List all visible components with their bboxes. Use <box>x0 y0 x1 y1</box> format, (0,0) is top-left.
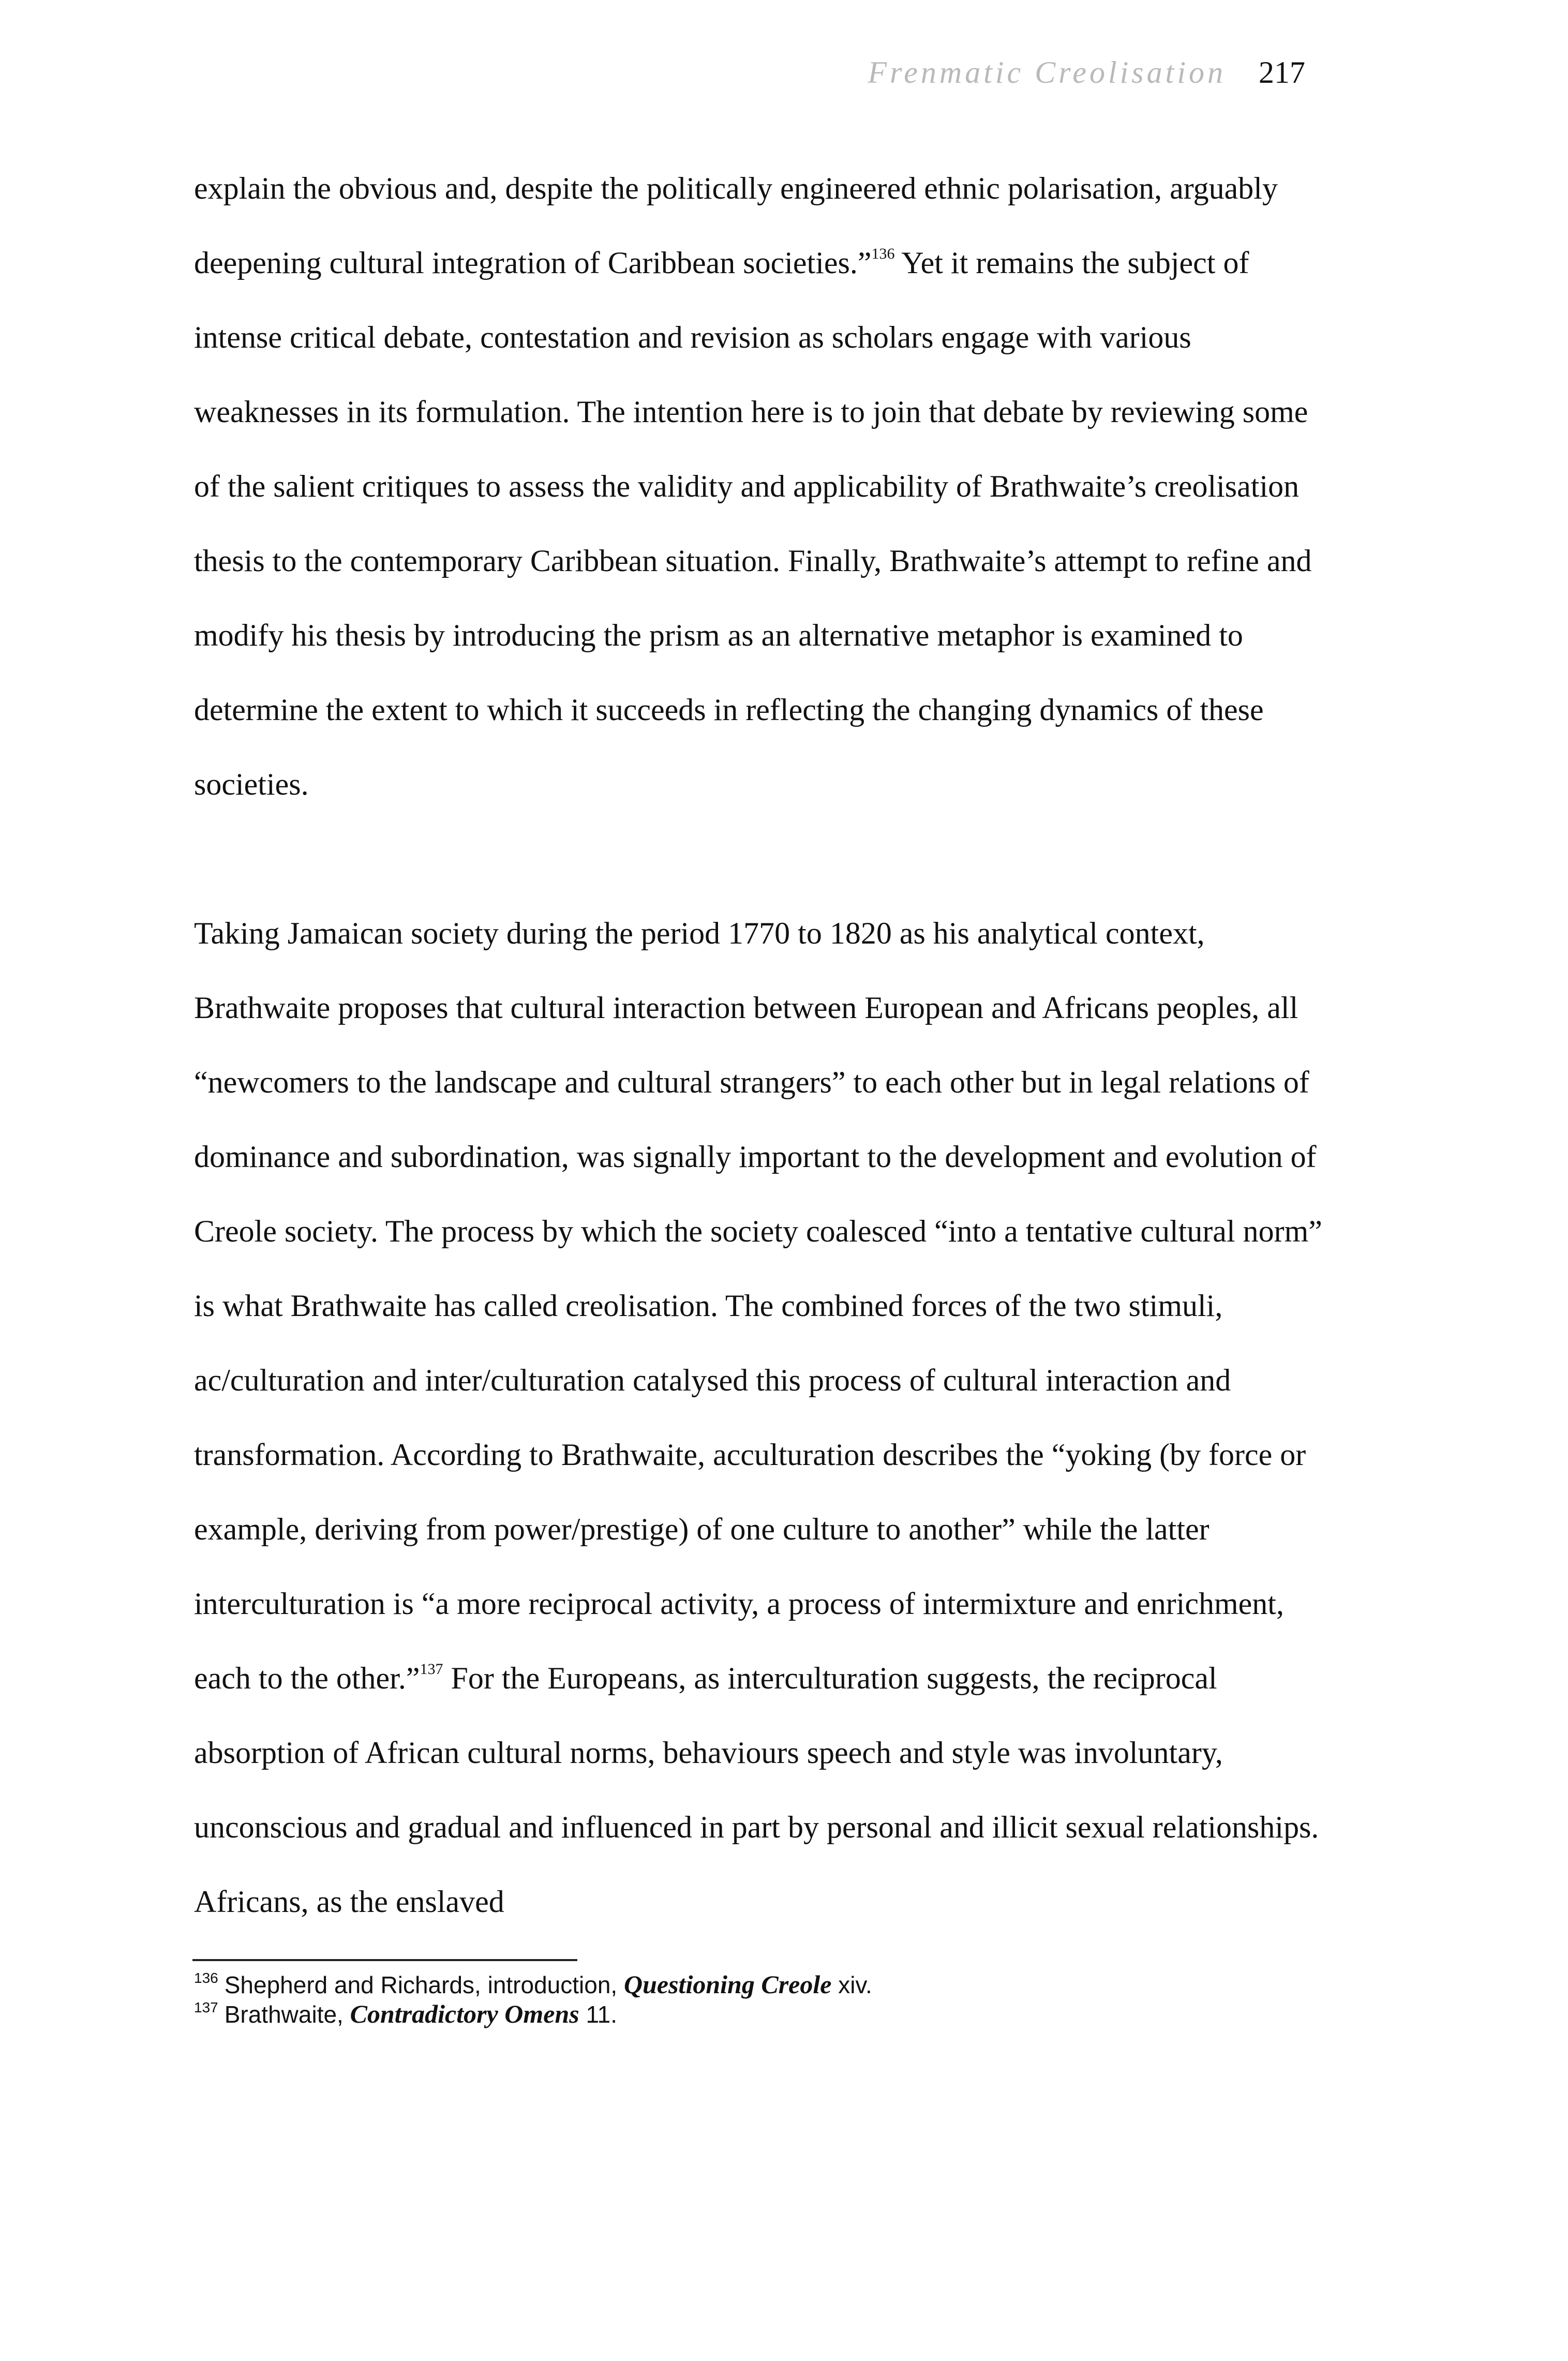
footnote-text: Shepherd and Richards, introduction, <box>224 1971 624 1998</box>
paragraph-text: Taking Jamaican society during the period 1770 to 1820 as his analytical context, Brathwaite proposes that cultural interaction between European and Africans peoples, all “newcomers to the landscape and cultural strangers” to each other but in legal relations of dominance and subordination, was signally important to the development and evolution of Creole society. The process by which the society coalesced “into a tentative cultural norm” is what Brathwaite has called creolisation. The combined forces of the two stimuli, ac/culturation and inter/culturation catalysed this process of cultural interaction and transformation. According to Brathwaite, acculturation describes the “yoking (by force or example, deriving from power/prestige) of one culture to another” while the latter interculturation is “a more reciprocal activity, a process of intermixture and enrichment, each to the other.” <box>194 916 1322 1695</box>
page-number: 217 <box>1259 55 1305 89</box>
footnote-number: 136 <box>194 1970 218 1986</box>
running-header <box>868 57 1305 88</box>
footnote-text: 11. <box>579 2001 618 2028</box>
body-text <box>194 151 1324 1939</box>
footnote-reference-137: 137 <box>420 1661 443 1678</box>
footnote-136 <box>194 1970 1324 1999</box>
footnote-number: 137 <box>194 1999 218 2015</box>
footnote-cited-title: Contradictory Omens <box>350 1999 579 2028</box>
footnote-text: Brathwaite, <box>224 2001 350 2028</box>
footnote-137 <box>194 1999 1324 2029</box>
running-title: Frenmatic Creolisation <box>868 55 1226 89</box>
paragraph-2 <box>194 896 1324 1939</box>
footnote-reference-136: 136 <box>871 245 895 262</box>
paragraph-text: explain the obvious and, despite the politically engineered ethnic polarisation, arguably deepening cultural integration of Caribbean societies.” <box>194 171 1278 280</box>
paragraph-1 <box>194 151 1324 821</box>
footnote-cited-title: Questioning Creole <box>623 1970 832 1999</box>
footnotes <box>194 1970 1324 2029</box>
paragraph-text: Yet it remains the subject of intense critical debate, contestation and revision as scholars engage with various weaknesses in its formulation. The intention here is to join that debate by reviewing some of the salient critiques to assess the validity and applicability of Brathwaite’s creolisation thesis to the contemporary Caribbean situation. Finally, Brathwaite’s attempt to refine and modify his thesis by introducing the prism as an alternative metaphor is examined to determine the extent to which it succeeds in reflecting the changing dynamics of these societies. <box>194 246 1312 801</box>
footnote-separator <box>192 1959 577 1961</box>
paragraph-text: For the Europeans, as interculturation suggests, the reciprocal absorption of African cultural norms, behaviours speech and style was involuntary, unconscious and gradual and influenced in part by personal and illicit sexual relationships. Africans, as the enslaved <box>194 1661 1319 1919</box>
footnote-text: xiv. <box>831 1971 872 1998</box>
